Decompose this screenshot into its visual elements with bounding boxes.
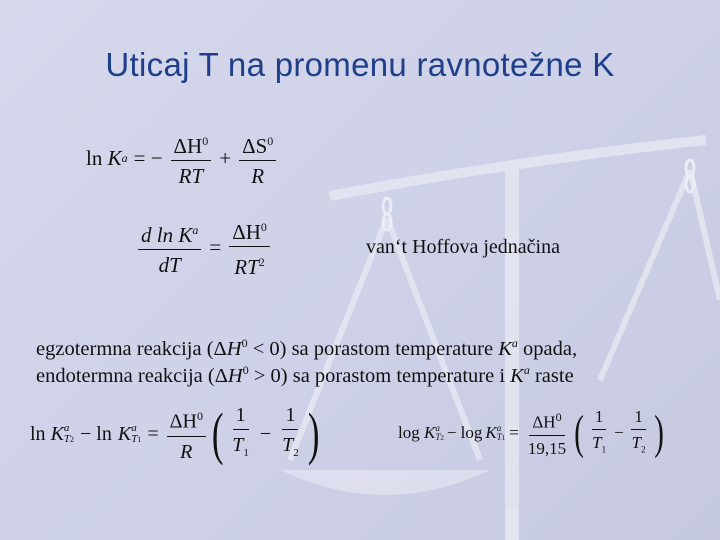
slide-title: Uticaj T na promenu ravnotežne K — [105, 46, 615, 83]
t-symbol: T — [592, 433, 602, 452]
text-part: endotermna reakcija (Δ — [36, 364, 228, 387]
equation-log-ratio — [398, 406, 667, 460]
sub-one: 1 — [243, 447, 249, 459]
text-part: K — [498, 337, 512, 360]
equals-minus: = − — [133, 146, 163, 170]
superscript-a: a — [435, 422, 440, 433]
superscript-a: a — [131, 422, 137, 434]
delta-h: ΔH — [169, 410, 197, 433]
numerator-one: 1 — [233, 402, 249, 430]
text-part: < 0) sa porastom temperature — [247, 337, 499, 360]
minus-ln: − ln — [80, 422, 112, 445]
denominator-19-15: 19,15 — [527, 439, 567, 459]
text-part: egzotermna reakcija (Δ — [36, 337, 227, 360]
t-symbol: T — [63, 433, 71, 445]
k-symbol: K — [485, 423, 497, 443]
fraction-dh-rt2 — [229, 214, 270, 280]
text-part: > 0) sa porastom temperature i — [248, 364, 511, 387]
denominator-rt: RT — [178, 164, 204, 188]
delta-h: ΔH — [173, 134, 203, 158]
numerator-one: 1 — [631, 406, 646, 430]
fraction-dh-rt — [171, 128, 212, 189]
t-symbol: T — [131, 433, 138, 445]
t-symbol: T — [631, 433, 642, 452]
fraction-dh-r — [167, 403, 206, 465]
van-t-hoff-label: van‘t Hoffova jednačina — [366, 236, 560, 258]
equals-sign: = — [147, 422, 159, 445]
superscript-a: a — [63, 422, 70, 434]
text-part: K — [510, 364, 524, 387]
sub-two: 2 — [641, 444, 646, 455]
text-part: H — [227, 364, 243, 387]
ln-symbol: ln — [86, 146, 103, 170]
fraction-dh-1915 — [525, 406, 569, 460]
log-symbol: log — [398, 423, 420, 443]
sup-two: 2 — [258, 255, 265, 269]
text-part: a — [523, 363, 530, 377]
minus-sign: − — [614, 423, 624, 443]
delta-h: ΔH — [532, 413, 556, 433]
right-paren: ) — [653, 406, 664, 460]
left-paren: ( — [574, 406, 584, 460]
sup-zero: 0 — [202, 134, 209, 148]
sup-zero: 0 — [196, 409, 203, 424]
equals-sign: = — [209, 234, 222, 259]
text-part: 0 — [241, 336, 248, 350]
t-symbol: T — [496, 431, 502, 442]
denominator-rt: RT — [234, 255, 259, 279]
sub-two: 2 — [70, 435, 75, 444]
minus-log: − log — [446, 423, 483, 443]
fraction-1-t1 — [589, 406, 609, 460]
d-ln: d ln — [141, 222, 174, 247]
sub-two: 2 — [440, 433, 444, 442]
minus-sign: − — [259, 422, 272, 445]
t-symbol: T — [435, 431, 441, 442]
superscript-a: a — [192, 222, 199, 237]
equation-ln-k — [86, 128, 278, 189]
numerator-one: 1 — [592, 406, 607, 430]
t-symbol: T — [282, 434, 294, 456]
denominator-r: R — [180, 440, 193, 463]
superscript-a: a — [121, 151, 128, 165]
fraction-1-t2 — [629, 406, 649, 460]
fraction-ds-r — [239, 128, 276, 189]
equation-van-t-hoff — [136, 214, 272, 280]
endothermic-text — [36, 357, 574, 389]
delta-s: ΔS — [242, 134, 268, 158]
text-part: opada, — [517, 337, 578, 360]
text-part: a — [511, 336, 518, 350]
denominator-r: R — [251, 164, 265, 188]
text-part: raste — [529, 364, 574, 387]
delta-h: ΔH — [232, 220, 261, 244]
equation-ln-ratio — [30, 402, 323, 466]
k-symbol: K — [117, 422, 132, 445]
sub-one: 1 — [601, 444, 607, 455]
sup-zero: 0 — [555, 410, 562, 425]
k-symbol: K — [107, 146, 122, 170]
right-paren: ) — [307, 401, 320, 466]
k-symbol: K — [178, 222, 193, 247]
text-part: H — [226, 337, 242, 360]
fraction-1-t2 — [279, 402, 302, 466]
ln-symbol: ln — [30, 422, 46, 445]
plus-sign: + — [219, 146, 232, 170]
numerator-one: 1 — [282, 402, 298, 430]
sub-two: 2 — [293, 447, 299, 459]
superscript-a: a — [496, 422, 502, 433]
fraction-1-t1 — [229, 402, 252, 466]
text-part: 0 — [242, 363, 249, 377]
sub-one: 1 — [501, 433, 506, 442]
equals-sign: = — [509, 423, 519, 443]
sub-one: 1 — [137, 435, 142, 444]
fraction-dlnk-dt — [138, 217, 201, 278]
sup-zero: 0 — [260, 220, 267, 234]
left-paren: ( — [211, 401, 224, 466]
denominator-dt: dT — [158, 252, 181, 277]
sup-zero: 0 — [267, 134, 274, 148]
k-symbol: K — [423, 423, 436, 443]
t-symbol: T — [232, 434, 244, 456]
k-symbol: K — [50, 422, 64, 445]
